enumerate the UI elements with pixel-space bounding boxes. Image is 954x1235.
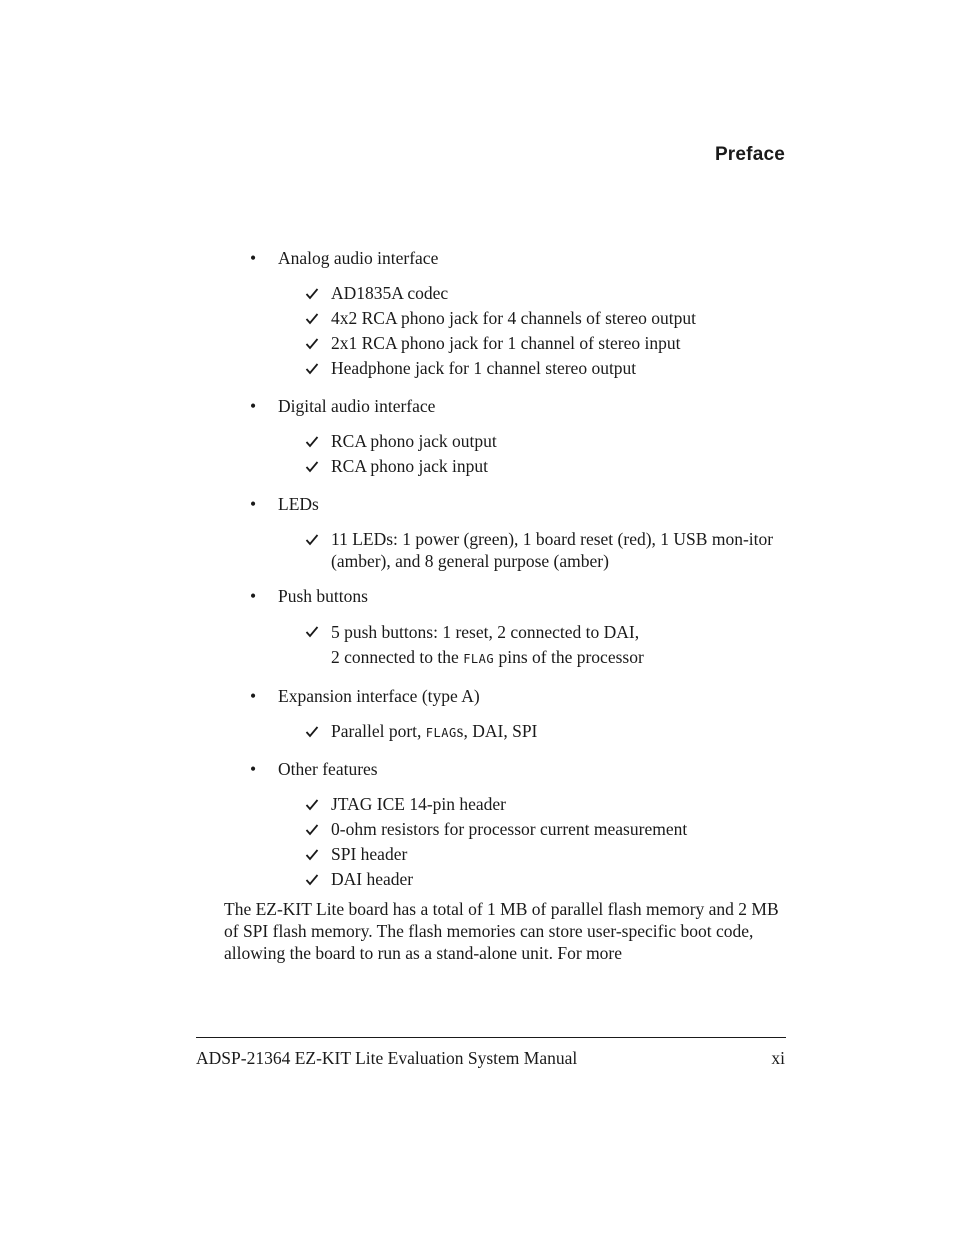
bullet-icon: • bbox=[250, 248, 257, 268]
list-item-pre: Parallel port, bbox=[331, 721, 426, 741]
list-item-text: Headphone jack for 1 channel stereo output bbox=[331, 358, 637, 378]
list-item-text: 2x1 RCA phono jack for 1 channel of stereo input bbox=[331, 333, 681, 353]
list-item bbox=[0, 793, 954, 818]
list-item-text: SPI header bbox=[331, 844, 408, 864]
list-item bbox=[0, 528, 954, 572]
bullet-label: Expansion interface (type A) bbox=[278, 686, 480, 706]
bullet-item bbox=[0, 246, 954, 270]
sub-list bbox=[0, 282, 954, 382]
list-item bbox=[0, 720, 954, 745]
list-item-text: JTAG ICE 14-pin header bbox=[331, 794, 507, 814]
bullet-icon: • bbox=[250, 586, 257, 606]
checkmark-icon bbox=[305, 723, 319, 739]
list-item bbox=[0, 818, 954, 843]
list-item-line-1: 5 push buttons: 1 reset, 2 connected to DAI, bbox=[331, 622, 640, 642]
list-item-text: 11 LEDs: 1 power (green), 1 board reset (red), 1 USB mon-itor (amber), and 8 general purpose (amber) bbox=[331, 529, 774, 571]
list-item bbox=[0, 307, 954, 332]
list-item-text bbox=[331, 620, 787, 672]
list-item bbox=[0, 843, 954, 868]
list-item bbox=[0, 332, 954, 357]
checkmark-icon bbox=[305, 360, 319, 376]
list-item-line-2-post: pins of the processor bbox=[494, 647, 644, 667]
section-analog-audio bbox=[0, 246, 954, 382]
section-other-features bbox=[0, 757, 954, 893]
bullet-icon: • bbox=[250, 494, 257, 514]
sub-list bbox=[0, 620, 954, 672]
checkmark-icon bbox=[305, 310, 319, 326]
list-item bbox=[0, 430, 954, 455]
bullet-item bbox=[0, 684, 954, 708]
list-item-text bbox=[331, 720, 787, 744]
footer-page-number: xi bbox=[771, 1048, 785, 1068]
body-paragraph: The EZ-KIT Lite board has a total of 1 MB of parallel flash memory and 2 MB of SPI flash memory. The flash memories can store user-specific boot code, allowing the board to run as a stand-alone unit. For more bbox=[224, 899, 779, 963]
list-item-text: RCA phono jack input bbox=[331, 456, 489, 476]
footer-manual-title: ADSP-21364 EZ-KIT Lite Evaluation System Manual bbox=[196, 1048, 578, 1068]
checkmark-icon bbox=[305, 846, 319, 862]
list-item-text: 4x2 RCA phono jack for 4 channels of stereo output bbox=[331, 308, 697, 328]
checkmark-icon bbox=[305, 458, 319, 474]
list-item-text: RCA phono jack output bbox=[331, 431, 497, 451]
bullet-icon: • bbox=[250, 759, 257, 779]
bullet-label: Digital audio interface bbox=[278, 396, 436, 416]
bullet-label: Other features bbox=[278, 759, 378, 779]
checkmark-icon bbox=[305, 531, 319, 547]
bullet-icon: • bbox=[250, 686, 257, 706]
checkmark-icon bbox=[305, 796, 319, 812]
page-header-title: Preface bbox=[714, 144, 785, 165]
checkmark-icon bbox=[305, 871, 319, 887]
bullet-icon: • bbox=[250, 396, 257, 416]
checkmark-icon bbox=[305, 433, 319, 449]
section-leds bbox=[0, 492, 954, 572]
list-item bbox=[0, 455, 954, 480]
sub-list bbox=[0, 430, 954, 480]
list-item bbox=[0, 620, 954, 672]
list-item bbox=[0, 357, 954, 382]
list-item-text: DAI header bbox=[331, 869, 414, 889]
section-expansion-interface bbox=[0, 684, 954, 745]
list-item-post: s, DAI, SPI bbox=[456, 721, 538, 741]
checkmark-icon bbox=[305, 623, 319, 639]
footer-divider bbox=[196, 1037, 786, 1038]
bullet-item bbox=[0, 492, 954, 516]
list-item-line-2-pre: 2 connected to the bbox=[331, 647, 464, 667]
checkmark-icon bbox=[305, 335, 319, 351]
code-flag: FLAG bbox=[463, 652, 495, 666]
section-digital-audio bbox=[0, 394, 954, 480]
bullet-item bbox=[0, 394, 954, 418]
sub-list bbox=[0, 720, 954, 745]
section-push-buttons bbox=[0, 584, 954, 672]
checkmark-icon bbox=[305, 821, 319, 837]
sub-list bbox=[0, 528, 954, 572]
code-flag: FLAG bbox=[425, 726, 457, 740]
list-item bbox=[0, 282, 954, 307]
list-item-text: AD1835A codec bbox=[331, 283, 449, 303]
bullet-item bbox=[0, 757, 954, 781]
bullet-label: LEDs bbox=[278, 494, 319, 514]
feature-list bbox=[0, 246, 954, 905]
bullet-item bbox=[0, 584, 954, 608]
checkmark-icon bbox=[305, 285, 319, 301]
bullet-label: Analog audio interface bbox=[278, 248, 439, 268]
bullet-label: Push buttons bbox=[278, 586, 368, 606]
list-item-text: 0-ohm resistors for processor current measurement bbox=[331, 819, 688, 839]
sub-list bbox=[0, 793, 954, 893]
list-item bbox=[0, 868, 954, 893]
